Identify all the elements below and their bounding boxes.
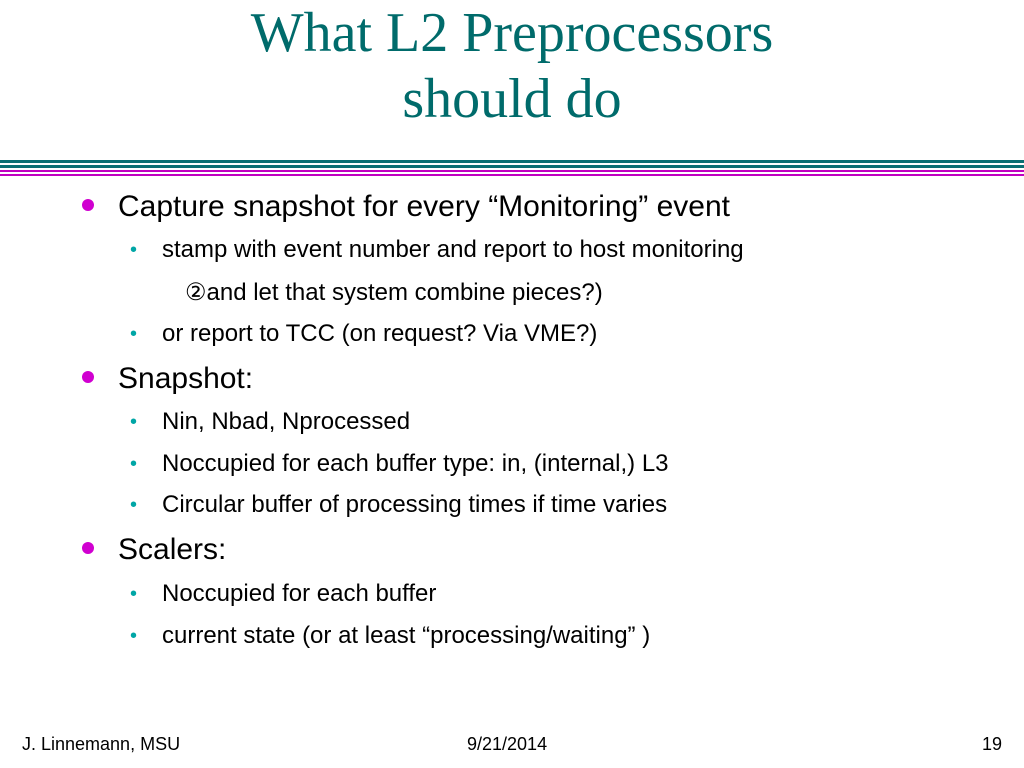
sub-bullet-text: Noccupied for each buffer: [162, 580, 437, 607]
magenta-dot-bullet-icon: [82, 542, 94, 554]
sub-bullet-item: [130, 236, 744, 264]
sub-bullet-text: Circular buffer of processing times if time varies: [162, 491, 668, 518]
sub-bullet-item: [130, 491, 668, 519]
sub-bullet-item: [130, 580, 437, 608]
sub-bullet-item: [130, 622, 651, 650]
teal-dot-bullet-icon: •: [130, 625, 138, 647]
slide-title-line-2: should do: [402, 68, 622, 130]
title-divider-teal-bottom: [0, 165, 1024, 168]
bullet-item: [118, 533, 226, 567]
bullet-text: Snapshot:: [118, 362, 254, 395]
title-divider-magenta-bottom: [0, 174, 1024, 176]
sub-sub-item: [185, 278, 603, 307]
sub-sub-text: ②and let that system combine pieces?): [185, 279, 603, 306]
bullet-item: [118, 362, 253, 396]
bullet-text: Scalers:: [118, 533, 227, 566]
teal-dot-bullet-icon: •: [130, 494, 138, 516]
teal-dot-bullet-icon: •: [130, 411, 138, 433]
teal-dot-bullet-icon: •: [130, 453, 138, 475]
slide-title-line-1: What L2 Preprocessors: [250, 2, 774, 64]
sub-bullet-text: current state (or at least “processing/waiting” ): [162, 622, 651, 649]
sub-bullet-text: or report to TCC (on request? Via VME?): [162, 320, 598, 347]
sub-bullet-text: Nin, Nbad, Nprocessed: [162, 408, 411, 435]
title-divider-magenta-top: [0, 170, 1024, 172]
teal-dot-bullet-icon: •: [130, 583, 138, 605]
title-divider-teal-top: [0, 160, 1024, 163]
footer-author: J. Linnemann, MSU: [22, 734, 181, 754]
teal-dot-bullet-icon: •: [130, 239, 138, 261]
teal-dot-bullet-icon: •: [130, 323, 138, 345]
footer-page-number: 19: [981, 734, 1002, 754]
slide-title: [0, 0, 1024, 132]
sub-bullet-item: [130, 450, 669, 478]
sub-bullet-text: stamp with event number and report to host monitoring: [162, 236, 744, 263]
footer-date: 9/21/2014: [467, 734, 548, 754]
sub-bullet-text: Noccupied for each buffer type: in, (internal,) L3: [162, 450, 669, 477]
bullet-text: Capture snapshot for every “Monitoring” event: [118, 190, 730, 223]
bullet-item: [118, 190, 730, 224]
sub-bullet-item: [130, 320, 598, 348]
magenta-dot-bullet-icon: [82, 371, 94, 383]
sub-bullet-item: [130, 408, 411, 436]
magenta-dot-bullet-icon: [82, 199, 94, 211]
